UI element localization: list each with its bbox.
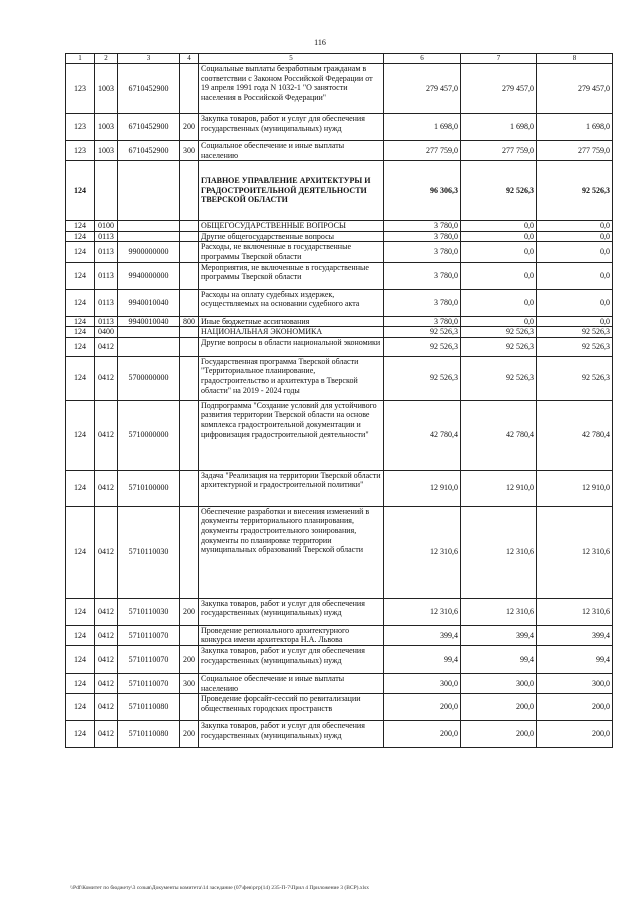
cell-expense-type xyxy=(180,64,199,114)
cell-level2: 0412 xyxy=(95,400,118,470)
cell-amount-year3: 0,0 xyxy=(537,242,613,262)
cell-level2: 0412 xyxy=(95,625,118,645)
cell-name: Закупка товаров, работ и услуг для обеспечения государственных (муниципальных) нужд xyxy=(199,598,384,625)
cell-name: Закупка товаров, работ и услуг для обеспечения государственных (муниципальных) нужд xyxy=(199,721,384,748)
cell-amount-year3: 0,0 xyxy=(537,262,613,289)
cell-level1: 124 xyxy=(66,645,95,673)
table-row xyxy=(66,141,613,161)
column-header: 5 xyxy=(199,54,384,64)
cell-amount-year2: 0,0 xyxy=(461,262,537,289)
cell-level2: 0412 xyxy=(95,598,118,625)
table-row xyxy=(66,673,613,693)
cell-amount-year2: 92 526,3 xyxy=(461,161,537,221)
cell-expense-type: 200 xyxy=(180,598,199,625)
cell-level1: 124 xyxy=(66,470,95,506)
cell-name: Расходы, не включенные в государственные программы Тверской области xyxy=(199,242,384,262)
table-row xyxy=(66,721,613,748)
cell-amount-year3: 42 780,4 xyxy=(537,400,613,470)
cell-target-code xyxy=(118,161,180,221)
budget-table xyxy=(65,53,613,748)
cell-expense-type: 800 xyxy=(180,316,199,327)
cell-level1: 124 xyxy=(66,262,95,289)
cell-level2: 0412 xyxy=(95,673,118,693)
cell-level1: 123 xyxy=(66,114,95,141)
cell-level1: 124 xyxy=(66,506,95,598)
cell-amount-year3: 279 457,0 xyxy=(537,64,613,114)
cell-target-code: 5710110030 xyxy=(118,598,180,625)
cell-level2: 0113 xyxy=(95,262,118,289)
cell-expense-type xyxy=(180,694,199,721)
cell-amount-year1: 92 526,3 xyxy=(384,356,461,400)
table-row xyxy=(66,221,613,232)
cell-amount-year1: 42 780,4 xyxy=(384,400,461,470)
cell-amount-year3: 300,0 xyxy=(537,673,613,693)
cell-target-code: 5710000000 xyxy=(118,400,180,470)
table-row xyxy=(66,506,613,598)
cell-amount-year2: 0,0 xyxy=(461,221,537,232)
page-number: 116 xyxy=(314,38,326,47)
cell-amount-year3: 12 310,6 xyxy=(537,598,613,625)
cell-level1: 124 xyxy=(66,221,95,232)
cell-level1: 124 xyxy=(66,694,95,721)
table-row xyxy=(66,598,613,625)
cell-expense-type xyxy=(180,221,199,232)
cell-name: Другие общегосударственные вопросы xyxy=(199,231,384,242)
cell-name: Государственная программа Тверской области "Территориальное планирование, градостроительство и архитектура в Тверской области" на 2019 - 2024 годы xyxy=(199,356,384,400)
cell-target-code xyxy=(118,221,180,232)
cell-amount-year2: 92 526,3 xyxy=(461,327,537,338)
cell-expense-type xyxy=(180,506,199,598)
cell-amount-year1: 12 310,6 xyxy=(384,598,461,625)
table-row xyxy=(66,400,613,470)
cell-name: ГЛАВНОЕ УПРАВЛЕНИЕ АРХИТЕКТУРЫ И ГРАДОСТРОИТЕЛЬНОЙ ДЕЯТЕЛЬНОСТИ ТВЕРСКОЙ ОБЛАСТИ xyxy=(199,161,384,221)
cell-name: Другие вопросы в области национальной экономики xyxy=(199,337,384,356)
cell-amount-year3: 0,0 xyxy=(537,316,613,327)
table-row xyxy=(66,161,613,221)
cell-expense-type: 300 xyxy=(180,673,199,693)
cell-expense-type: 200 xyxy=(180,721,199,748)
cell-level2: 0412 xyxy=(95,694,118,721)
cell-amount-year2: 92 526,3 xyxy=(461,356,537,400)
cell-level1: 123 xyxy=(66,64,95,114)
cell-name: Иные бюджетные ассигнования xyxy=(199,316,384,327)
cell-target-code: 5710110080 xyxy=(118,694,180,721)
cell-level2: 0113 xyxy=(95,231,118,242)
cell-target-code: 9940010040 xyxy=(118,289,180,316)
cell-target-code: 5710110070 xyxy=(118,673,180,693)
cell-amount-year3: 99,4 xyxy=(537,645,613,673)
cell-level1: 123 xyxy=(66,141,95,161)
cell-amount-year1: 3 780,0 xyxy=(384,221,461,232)
cell-amount-year2: 0,0 xyxy=(461,242,537,262)
cell-expense-type xyxy=(180,289,199,316)
cell-amount-year3: 0,0 xyxy=(537,221,613,232)
cell-amount-year3: 92 526,3 xyxy=(537,337,613,356)
column-header: 3 xyxy=(118,54,180,64)
cell-level2: 0412 xyxy=(95,470,118,506)
cell-expense-type xyxy=(180,242,199,262)
cell-name: Обеспечение разработки и внесения изменений в документы территориального планирования, документы градостроительного зонирования, документы по планировке территории муниципальных образований Тверской области xyxy=(199,506,384,598)
cell-amount-year1: 12 310,6 xyxy=(384,506,461,598)
column-header: 7 xyxy=(461,54,537,64)
cell-level2: 0412 xyxy=(95,721,118,748)
cell-name: Социальные выплаты безработным гражданам в соответствии с Законом Российской Федерации от 19 апреля 1991 года N 1032-1 "О занятости населения в Российской Федерации" xyxy=(199,64,384,114)
table-row xyxy=(66,242,613,262)
table-row xyxy=(66,289,613,316)
cell-level2: 1003 xyxy=(95,141,118,161)
cell-level1: 124 xyxy=(66,400,95,470)
cell-target-code xyxy=(118,337,180,356)
cell-target-code: 5710110070 xyxy=(118,625,180,645)
cell-amount-year1: 200,0 xyxy=(384,721,461,748)
cell-target-code: 6710452900 xyxy=(118,114,180,141)
cell-amount-year1: 3 780,0 xyxy=(384,316,461,327)
cell-target-code xyxy=(118,327,180,338)
cell-expense-type: 200 xyxy=(180,645,199,673)
cell-level1: 124 xyxy=(66,161,95,221)
cell-level2: 0412 xyxy=(95,506,118,598)
cell-target-code: 5710110070 xyxy=(118,645,180,673)
cell-level1: 124 xyxy=(66,356,95,400)
cell-expense-type xyxy=(180,356,199,400)
cell-level2: 0412 xyxy=(95,645,118,673)
cell-level2 xyxy=(95,161,118,221)
cell-amount-year1: 3 780,0 xyxy=(384,231,461,242)
cell-amount-year3: 12 310,6 xyxy=(537,506,613,598)
table-row xyxy=(66,262,613,289)
cell-name: Закупка товаров, работ и услуг для обеспечения государственных (муниципальных) нужд xyxy=(199,114,384,141)
table-row xyxy=(66,356,613,400)
cell-name: Проведение форсайт-сессий по ревитализации общественных городских пространств xyxy=(199,694,384,721)
cell-level1: 124 xyxy=(66,625,95,645)
cell-amount-year1: 3 780,0 xyxy=(384,289,461,316)
table-row xyxy=(66,327,613,338)
cell-amount-year2: 200,0 xyxy=(461,721,537,748)
cell-level1: 124 xyxy=(66,327,95,338)
column-header: 8 xyxy=(537,54,613,64)
cell-name: Мероприятия, не включенные в государственные программы Тверской области xyxy=(199,262,384,289)
cell-target-code: 6710452900 xyxy=(118,141,180,161)
cell-amount-year1: 3 780,0 xyxy=(384,242,461,262)
cell-level1: 124 xyxy=(66,337,95,356)
cell-level1: 124 xyxy=(66,673,95,693)
cell-name: Закупка товаров, работ и услуг для обеспечения государственных (муниципальных) нужд xyxy=(199,645,384,673)
cell-amount-year2: 12 310,6 xyxy=(461,598,537,625)
cell-amount-year2: 277 759,0 xyxy=(461,141,537,161)
cell-amount-year1: 277 759,0 xyxy=(384,141,461,161)
cell-amount-year3: 200,0 xyxy=(537,694,613,721)
cell-target-code: 9940000000 xyxy=(118,262,180,289)
cell-level1: 124 xyxy=(66,721,95,748)
cell-level1: 124 xyxy=(66,289,95,316)
cell-level1: 124 xyxy=(66,598,95,625)
cell-amount-year2: 0,0 xyxy=(461,316,537,327)
cell-expense-type: 200 xyxy=(180,114,199,141)
cell-target-code: 5700000000 xyxy=(118,356,180,400)
cell-expense-type xyxy=(180,470,199,506)
cell-amount-year3: 0,0 xyxy=(537,289,613,316)
column-header: 4 xyxy=(180,54,199,64)
cell-target-code: 5710110030 xyxy=(118,506,180,598)
cell-level2: 0113 xyxy=(95,316,118,327)
cell-name: Расходы на оплату судебных издержек, осуществляемых на основании судебного акта xyxy=(199,289,384,316)
cell-level2: 0100 xyxy=(95,221,118,232)
cell-amount-year2: 12 310,6 xyxy=(461,506,537,598)
table-row xyxy=(66,231,613,242)
cell-target-code: 9940010040 xyxy=(118,316,180,327)
table-row xyxy=(66,337,613,356)
cell-amount-year2: 279 457,0 xyxy=(461,64,537,114)
cell-level2: 0113 xyxy=(95,242,118,262)
cell-target-code: 9900000000 xyxy=(118,242,180,262)
cell-amount-year2: 0,0 xyxy=(461,289,537,316)
column-header: 2 xyxy=(95,54,118,64)
header-row xyxy=(66,54,613,64)
cell-level2: 1003 xyxy=(95,64,118,114)
cell-level2: 0113 xyxy=(95,289,118,316)
cell-amount-year3: 1 698,0 xyxy=(537,114,613,141)
cell-expense-type xyxy=(180,327,199,338)
cell-amount-year1: 92 526,3 xyxy=(384,337,461,356)
cell-amount-year1: 3 780,0 xyxy=(384,262,461,289)
cell-expense-type xyxy=(180,262,199,289)
cell-expense-type xyxy=(180,400,199,470)
cell-amount-year1: 92 526,3 xyxy=(384,327,461,338)
cell-amount-year2: 200,0 xyxy=(461,694,537,721)
cell-amount-year2: 99,4 xyxy=(461,645,537,673)
cell-amount-year1: 96 306,3 xyxy=(384,161,461,221)
cell-amount-year3: 12 910,0 xyxy=(537,470,613,506)
cell-expense-type xyxy=(180,337,199,356)
cell-amount-year1: 12 910,0 xyxy=(384,470,461,506)
cell-level1: 124 xyxy=(66,316,95,327)
table-row xyxy=(66,694,613,721)
cell-level2: 0400 xyxy=(95,327,118,338)
table-row xyxy=(66,470,613,506)
table-row xyxy=(66,64,613,114)
cell-target-code: 5710110080 xyxy=(118,721,180,748)
cell-amount-year3: 277 759,0 xyxy=(537,141,613,161)
cell-expense-type xyxy=(180,231,199,242)
table-row xyxy=(66,114,613,141)
file-path-footer: \\Pdf\Комитет по бюджету\3 созыв\Документы комитета\14 заседание (07\фев\ргр(14) 235-П-7\Прил 4 Приложение 3 (ВСР).xlsx xyxy=(70,885,370,891)
cell-name: Социальное обеспечение и иные выплаты населению xyxy=(199,141,384,161)
cell-level2: 1003 xyxy=(95,114,118,141)
cell-target-code: 5710100000 xyxy=(118,470,180,506)
cell-amount-year2: 92 526,3 xyxy=(461,337,537,356)
cell-name: Подпрограмма "Создание условий для устойчивого развития территории Тверской области на основе комплекса градостроительной документации и цифровизация градостроительной деятельности" xyxy=(199,400,384,470)
cell-amount-year1: 279 457,0 xyxy=(384,64,461,114)
cell-name: Проведение регионального архитектурного конкурса имени архитектора Н.А. Львова xyxy=(199,625,384,645)
table-body xyxy=(66,64,613,748)
cell-amount-year1: 300,0 xyxy=(384,673,461,693)
cell-level2: 0412 xyxy=(95,356,118,400)
cell-amount-year3: 0,0 xyxy=(537,231,613,242)
cell-expense-type: 300 xyxy=(180,141,199,161)
cell-name: Задача "Реализация на территории Тверской области архитектурной и градостроительной политики" xyxy=(199,470,384,506)
cell-amount-year1: 399,4 xyxy=(384,625,461,645)
table-row xyxy=(66,316,613,327)
table-row xyxy=(66,625,613,645)
cell-target-code: 6710452900 xyxy=(118,64,180,114)
cell-name: ОБЩЕГОСУДАРСТВЕННЫЕ ВОПРОСЫ xyxy=(199,221,384,232)
cell-level1: 124 xyxy=(66,242,95,262)
cell-amount-year2: 12 910,0 xyxy=(461,470,537,506)
table-row xyxy=(66,645,613,673)
cell-amount-year2: 300,0 xyxy=(461,673,537,693)
cell-amount-year1: 99,4 xyxy=(384,645,461,673)
cell-amount-year3: 92 526,3 xyxy=(537,327,613,338)
cell-level2: 0412 xyxy=(95,337,118,356)
column-header: 6 xyxy=(384,54,461,64)
cell-amount-year1: 200,0 xyxy=(384,694,461,721)
cell-name: Социальное обеспечение и иные выплаты населению xyxy=(199,673,384,693)
cell-expense-type xyxy=(180,161,199,221)
cell-amount-year3: 92 526,3 xyxy=(537,161,613,221)
cell-name: НАЦИОНАЛЬНАЯ ЭКОНОМИКА xyxy=(199,327,384,338)
cell-amount-year1: 1 698,0 xyxy=(384,114,461,141)
cell-amount-year2: 1 698,0 xyxy=(461,114,537,141)
cell-amount-year3: 399,4 xyxy=(537,625,613,645)
cell-target-code xyxy=(118,231,180,242)
cell-level1: 124 xyxy=(66,231,95,242)
cell-amount-year3: 92 526,3 xyxy=(537,356,613,400)
column-header: 1 xyxy=(66,54,95,64)
cell-amount-year2: 399,4 xyxy=(461,625,537,645)
cell-amount-year2: 42 780,4 xyxy=(461,400,537,470)
cell-amount-year3: 200,0 xyxy=(537,721,613,748)
cell-expense-type xyxy=(180,625,199,645)
cell-amount-year2: 0,0 xyxy=(461,231,537,242)
